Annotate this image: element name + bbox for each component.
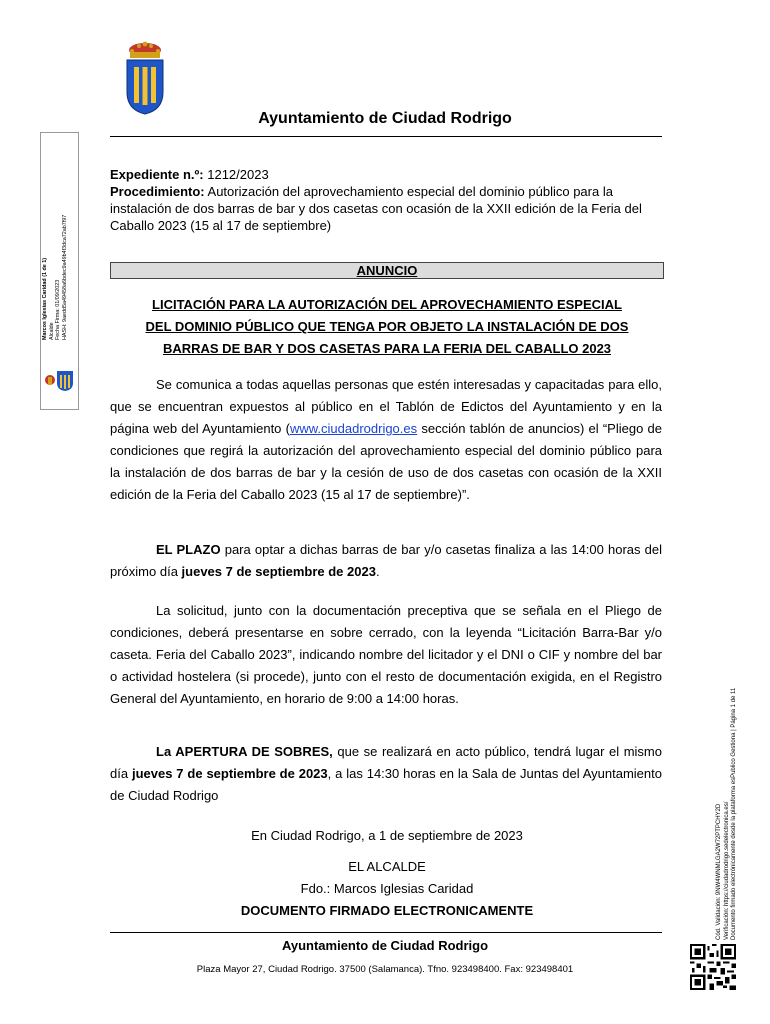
signer-role: Alcalde bbox=[48, 322, 55, 340]
signature-stamp bbox=[42, 214, 68, 340]
signer-role-line: EL ALCALDE bbox=[348, 859, 426, 874]
signature-hash: HASH: 9aedd5a49458a6bdec9a49b4f3dca72ab7f97 bbox=[61, 214, 68, 340]
procedimiento-label: Procedimiento: bbox=[110, 184, 205, 199]
signed-platform-note: Documento firmado electrónicamente desde la plataforma esPublico Gestiona | Página 1 de 11 bbox=[731, 687, 737, 940]
subject-line: LICITACIÓN PARA LA AUTORIZACIÓN DEL APROVECHAMIENTO ESPECIAL bbox=[152, 297, 622, 312]
expediente-block bbox=[110, 166, 662, 234]
header-divider bbox=[110, 136, 662, 137]
signer-name: Marcos Iglesias Caridad (1 de 1) bbox=[42, 257, 48, 340]
footer-address: Plaza Mayor 27, Ciudad Rodrigo. 37500 (Salamanca). Tfno. 923498400. Fax: 923498401 bbox=[196, 964, 574, 975]
validation-code: Cód. Validación: 9NW4WNMLGA2W72PTPCHY2D bbox=[716, 803, 722, 940]
signed-by-line: Fdo.: Marcos Iglesias Caridad bbox=[300, 881, 474, 896]
verification-url: Verificación: https://ciudadrodrigo.sedelectronica.es/ bbox=[723, 801, 730, 940]
subject-heading bbox=[110, 294, 664, 360]
footer-divider bbox=[110, 932, 662, 933]
anuncio-heading: ANUNCIO bbox=[110, 262, 664, 279]
place-date: En Ciudad Rodrigo, a 1 de septiembre de 2023 bbox=[251, 828, 523, 843]
paragraph-solicitud: La solicitud, junto con la documentación preceptiva que se señala en el Pliego de condiciones, deberá presentarse en sobre cerrado, con la leyenda “Licitación Barra-Bar y/o caseta. Feria del Caballo 2023”, indicando nombre del licitador y el DNI o CIF y nombre del bar o actividad hostelera (si procede), junto con el resto de documentación exigida, en el Registro General del Ayuntamiento, en horario de 9:00 a 14:00 horas. bbox=[110, 603, 662, 706]
website-link[interactable]: www.ciudadrodrigo.es bbox=[289, 421, 418, 436]
procedimiento-text: Autorización del aprovechamiento especial del dominio público para la instalación de dos barras de bar y dos casetas con ocasión de la XXII edición de la Feria del Caballo 2023 (15 al 17 de septiembre) bbox=[110, 184, 642, 233]
paragraph-plazo: EL PLAZO para optar a dichas barras de bar y/o casetas finaliza a las 14:00 horas del próximo día jueves 7 de septiembre de 2023. bbox=[110, 542, 663, 579]
subject-line: BARRAS DE BAR Y DOS CASETAS PARA LA FERIA DEL CABALLO 2023 bbox=[162, 341, 612, 356]
paragraph-apertura: La APERTURA DE SOBRES, que se realizará en acto público, tendrá lugar el mismo día jueves 7 de septiembre de 2023, a las 14:30 horas en la Sala de Juntas del Ayuntamiento de Ciudad Rodrigo bbox=[110, 744, 662, 803]
subject-line: DEL DOMINIO PÚBLICO QUE TENGA POR OBJETO LA INSTALACIÓN DE DOS bbox=[145, 319, 629, 334]
expediente-label: Expediente n.º: bbox=[110, 167, 204, 182]
coat-of-arms-logo bbox=[122, 40, 168, 116]
footer-title: Ayuntamiento de Ciudad Rodrigo bbox=[281, 938, 489, 953]
paragraph-comunica: Se comunica a todas aquellas personas que estén interesadas y capacitadas para ello, que se encuentran expuestos al público en el Tablón de Edictos del Ayuntamiento y en la página web del Ayuntamiento (www.ciudadrodrigo.es sección tablón de anuncios) el “Pliego de condiciones que regirá la autorización del aprovechamiento especial del dominio público para la instalación de dos barras de bar y la cesión de uso de dos casetas con ocasión de la XXII edición de la Feria del Caballo 2023 (15 al 17 de septiembre)”. bbox=[110, 377, 662, 502]
electronic-signature-note: DOCUMENTO FIRMADO ELECTRONICAMENTE bbox=[240, 903, 534, 918]
expediente-number: 1212/2023 bbox=[207, 167, 269, 182]
small-coat-of-arms-icon bbox=[42, 368, 76, 392]
signature-date: Fecha Firma: 01/09/2023 bbox=[55, 279, 61, 340]
header-title: Ayuntamiento de Ciudad Rodrigo bbox=[258, 110, 512, 127]
validation-strip bbox=[716, 688, 739, 940]
